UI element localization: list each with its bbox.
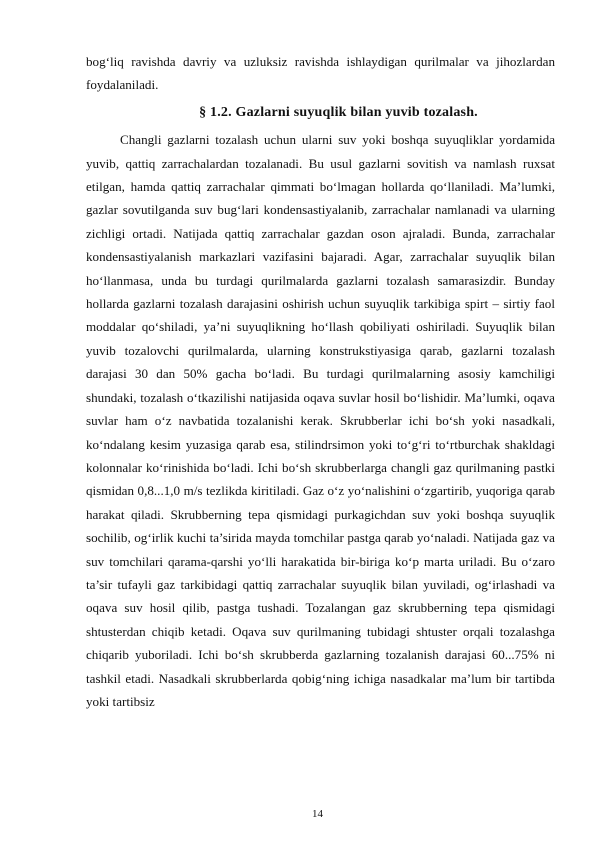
section-heading: § 1.2. Gazlarni suyuqlik bilan yuvib tozalash. [199, 104, 478, 120]
document-page [86, 50, 555, 713]
body-paragraph: Changli gazlarni tozalash uchun ularni suv yoki boshqa suyuqliklar yordamida yuvib, qattiq zarrachalardan tozalanadi. Bu usul gazlarni sovitish va namlash ruxsat etilgan, hamda qattiq zarrachalar qimmati bo‘lmagan hollarda qo‘llaniladi. Ma’lumki, gazlar sovutilganda suv bug‘lari kondensastiyalanib, zarrachalar namlanadi va ularning zichligi ortadi. Natijada qattiq zarrachalar gazdan oson ajraladi. Bunda, zarrachalar kondensastiyalanish markazlari vazifasini bajaradi. Agar, zarrachalar suyuqlik bilan ho‘llanmasa, unda bu turdagi qurilmalarda gazlarni tozalash samarasizdir. Bunday hollarda gazlarni tozalash darajasini oshirish uchun suyuqlik tarkibiga spirt – sirtiy faol moddalar qo‘shiladi, ya’ni suyuqlikning ho‘llash qobiliyati oshiriladi. Suyuqlik bilan yuvib tozalovchi qurilmalarda, ularning konstrukstiyasiga qarab, gazlarni tozalash darajasi 30 dan 50% gacha bo‘ladi. Bu turdagi qurilmalarning asosiy kamchiligi shundaki, tozalash o‘tkazilishi natijasida oqava suvlar hosil bo‘lishidir. Ma’lumki, oqava suvlar ham o‘z navbatida tozalanishi kerak. Skrubberlar ichi bo‘sh yoki nasadkali, ko‘ndalang kesim yuzasiga qarab esa, stilindrsimon yoki to‘g‘ri to‘rtburchak shakldagi kolonnalar ko‘rinishida bo‘ladi. Ichi bo‘sh skrubberlarga changli gaz qurilmaning pastki qismidan 0,8...1,0 m/s tezlikda kiritiladi. Gaz o‘z yo‘nalishini o‘zgartirib, yuqoriga qarab harakat qiladi. Skrubberning tepa qismidagi purkagichdan suv yoki boshqa suyuqlik sochilib, og‘irlik kuchi ta’sirida mayda tomchilar pastga qarab yo‘naladi. Natijada gaz va suv tomchilari qarama-qarshi yo‘lli harakatida bir-biriga ko‘p marta uriladi. Bu o‘zaro ta’sir tufayli gaz tarkibidagi qattiq zarrachalar suyuqlik bilan yuviladi, og‘irlashadi va oqava suv hosil qilib, pastga tushadi. Tozalangan gaz skrubberning tepa qismidagi shtusterdan chiqib ketadi. Oqava suv qurilmaning tubidagi shtuster orqali tozalashga chiqarib yuboriladi. Ichi bo‘sh skrubberda gazlarning tozalanish darajasi 60...75% ni tashkil etadi. Nasadkali skrubberlarda qobig‘ning ichiga nasadkalar ma’lum bir tartibda yoki tartibsiz [86, 132, 555, 709]
intro-paragraph: bog‘liq ravishda davriy va uzluksiz ravishda ishlaydigan qurilmalar va jihozlardan foydalaniladi. [86, 54, 555, 93]
page-number: 14 [312, 808, 323, 820]
